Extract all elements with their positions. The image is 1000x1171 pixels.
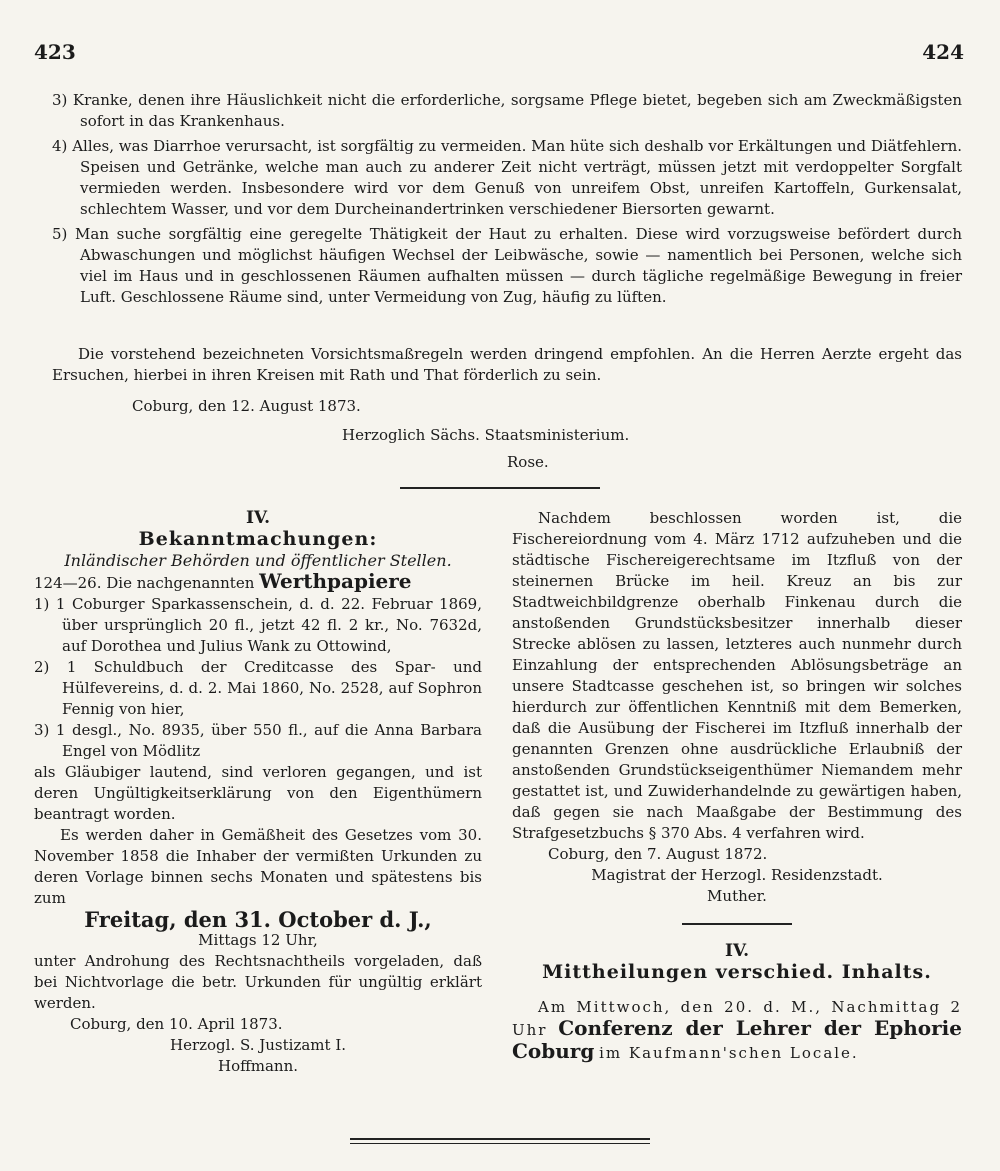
closing-authority: Herzoglich Sächs. Staatsministerium.	[342, 426, 630, 444]
conference-post: im Kaufmann'schen Locale.	[599, 1044, 859, 1062]
right-divider-wrap	[512, 907, 962, 935]
closing-date: Coburg, den 12. August 1873.	[132, 397, 361, 415]
section2-title: Mittheilungen verschied. Inhalts.	[542, 961, 932, 983]
left-column	[34, 508, 482, 1077]
notice-intro	[34, 571, 482, 594]
conference-pre: Am Mittwoch, den 20. d. M., Nachmittag 2 Uhr	[512, 998, 962, 1039]
left-date: Coburg, den 10. April 1873.	[70, 1015, 283, 1033]
ordinance-item-4: 4) Alles, was Diarrhoe verursacht, ist sorgfältig zu vermeiden. Man hüte sich deshalb vor Erkältungen und Diätfehlern. Speisen und Getränke, welche man auch zu anderer Zeit nicht verträgt, müssen jetzt mit verdoppelter Sorgfalt vermieden werden. Insbesondere wird vor dem Genuß von unreifem Obst, unreifen Kartoffeln, Gurkensalat, schlechtem Wasser, und vor dem Durcheinandertrinken verschiedener Biersorten gewarnt.	[52, 137, 962, 218]
ordinance-item-5: 5) Man suche sorgfältig eine geregelte Thätigkeit der Haut zu erhalten. Diese wird vorzugsweise befördert durch Abwaschungen und möglichst häufigen Wechsel der Leibwäsche, sowie — namentlich bei Personen, welche sich viel im Haus und in geschlossenen Räumen aufhalten müssen — durch tägliche regelmäßige Bewegung in freier Luft. Geschlossene Räume sind, unter Vermeidung von Zug, häufig zu lüften.	[52, 225, 962, 306]
closing-text: Die vorstehend bezeichneten Vorsichtsmaßregeln werden dringend empfohlen. An die Herren Aerzte ergeht das Ersuchen, hierbei in ihren Kreisen mit Rath und That förderlich zu sein.	[52, 345, 962, 384]
notice-keyword: Werthpapiere	[259, 569, 412, 593]
notice-number: 124—26. Die nachgenannten	[34, 574, 255, 592]
securities-item-2: 2) 1 Schuldbuch der Creditcasse des Spar- und Hülfevereins, d. d. 2. Mai 1860, No. 2528, auf Sophron Fennig von hier,	[34, 658, 482, 718]
right-authority: Magistrat der Herzogl. Residenzstadt.	[591, 866, 883, 884]
deadline-date: Freitag, den 31. October d. J.,	[84, 907, 432, 932]
securities-item-1: 1) 1 Coburger Sparkassenschein, d. d. 22. Februar 1869, über ursprünglich 20 fl., jetzt 42 fl. 2 kr., No. 7632d, auf Dorothea und Julius Wank zu Ottowind,	[34, 595, 482, 655]
divider-top	[400, 487, 600, 489]
ordinance-closing	[52, 344, 962, 473]
section-title: Bekanntmachungen:	[138, 528, 378, 550]
ordinance-item-3: 3) Kranke, denen ihre Häuslichkeit nicht die erforderliche, sorgsame Pflege bietet, begeben sich am Zweckmäßigsten sofort in das Krankenhaus.	[52, 91, 962, 130]
ordinance-list	[52, 90, 962, 312]
deadline-time: Mittags 12 Uhr,	[198, 931, 318, 949]
conference-notice	[512, 997, 962, 1064]
securities-para-3: unter Androhung des Rechtsnachtheils vorgeladen, daß bei Nichtvorlage die betr. Urkunden für ungültig erklärt werden.	[34, 952, 482, 1012]
divider-bottom-1	[350, 1138, 650, 1140]
right-date: Coburg, den 7. August 1872.	[548, 845, 768, 863]
conference-title: Conferenz der Lehrer der Ephorie Coburg	[512, 1016, 962, 1063]
page-number-left: 423	[34, 40, 76, 64]
section-number: IV.	[245, 508, 271, 528]
securities-para-1: als Gläubiger lautend, sind verloren gegangen, und ist deren Ungültigkeitserklärung von den Eigenthümern beantragt worden.	[34, 763, 482, 823]
right-column	[512, 508, 962, 1064]
left-authority: Herzogl. S. Justizamt I.	[169, 1036, 347, 1054]
securities-para-2: Es werden daher in Gemäßheit des Gesetzes vom 30. November 1858 die Inhaber der vermißten Urkunden zu deren Vorlage binnen sechs Monaten und spätestens bis zum	[34, 826, 482, 907]
section-subtitle: Inländischer Behörden und öffentlicher Stellen.	[64, 551, 452, 570]
closing-signer: Rose.	[507, 453, 549, 471]
fishery-notice: Nachdem beschlossen worden ist, die Fischereiordnung vom 4. März 1712 aufzuheben und die städtische Fischereigerechtsame im Itzfluß von der steinernen Brücke im heil. Kreuz an bis zur Stadtweichbildgrenze oberhalb Finkenau durch die anstoßenden Grundstücksbesitzer innerhalb dieser Strecke ablösen zu lassen, letzteres auch nunmehr durch Einzahlung der entsprechenden Ablösungsbeträge an unsere Stadtcasse geschehen ist, so bringen wir solches hierdurch zur öffentlichen Kenntniß mit dem Bemerken, daß die Ausübung der Fischerei im Itzfluß innerhalb der genannten Grenzen ohne ausdrückliche Erlaubniß der anstoßenden Grundstückseigenthümer Niemandem mehr gestattet ist, und Zuwiderhandelnde zu gewärtigen haben, daß gegen sie nach Maaßgabe der Bestimmung des Strafgesetzbuchs § 370 Abs. 4 verfahren wird.	[512, 509, 962, 842]
divider-bottom-2	[350, 1143, 650, 1144]
section2-number: IV.	[724, 941, 750, 961]
page-number-right: 424	[922, 40, 964, 64]
divider-right	[682, 923, 792, 925]
left-signer: Hoffmann.	[217, 1057, 299, 1075]
securities-item-3: 3) 1 desgl., No. 8935, über 550 fl., auf die Anna Barbara Engel von Mödlitz	[34, 721, 482, 760]
right-signer: Muther.	[707, 887, 767, 905]
